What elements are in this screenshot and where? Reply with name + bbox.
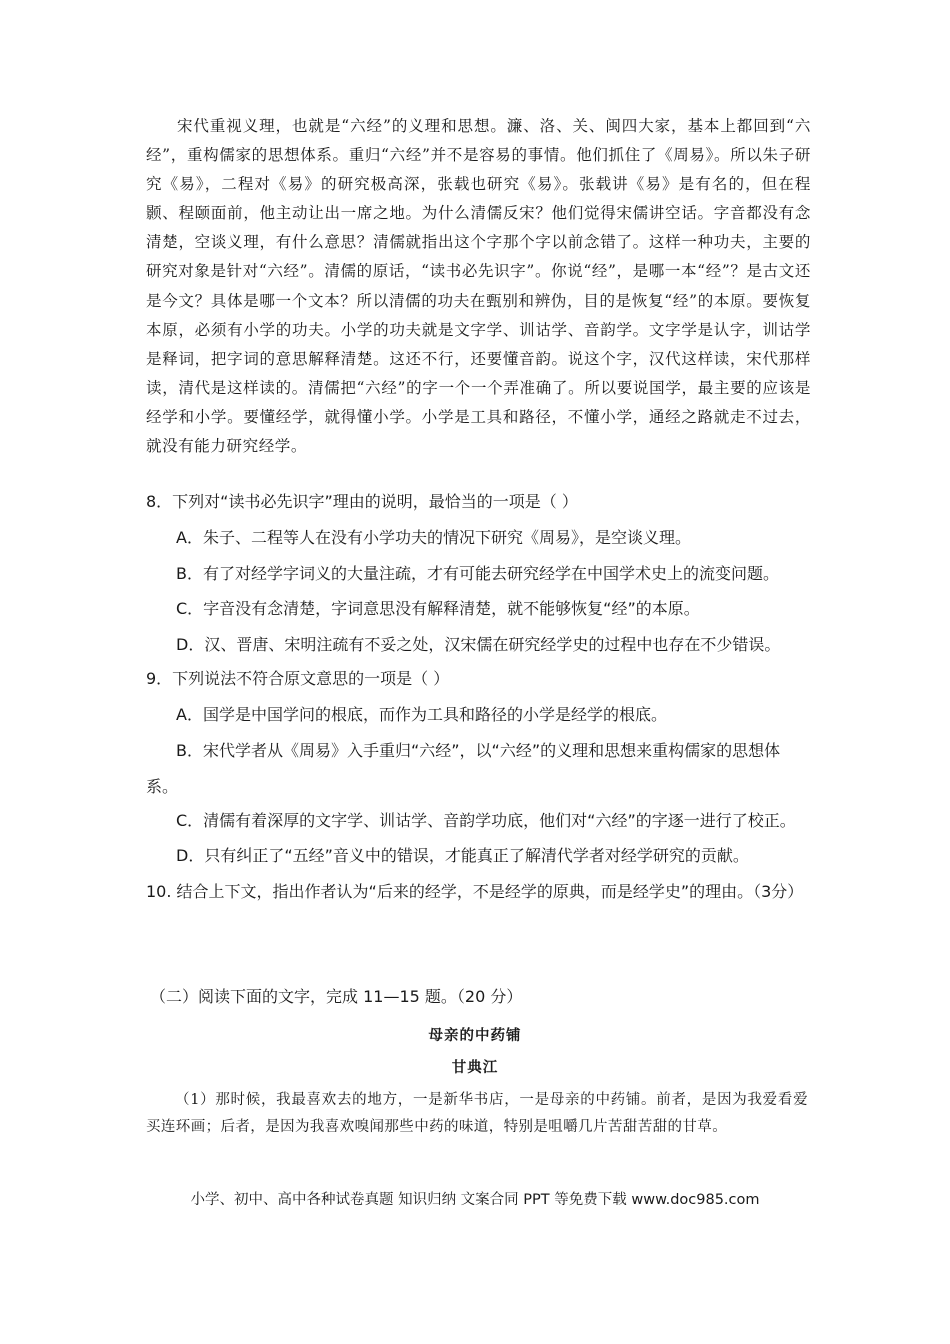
question-10: 10. 结合上下文，指出作者认为“后来的经学，不是经学的原典，而是经学史”的理由。（3分） xyxy=(146,882,804,901)
question-9-option-b-text: B．宋代学者从《周易》入手重归“六经”，以“六经”的义理和思想来重构儒家的思想体系。 xyxy=(146,741,781,796)
question-8-option-a: A．朱子、二程等人在没有小学功夫的情况下研究《周易》，是空谈义理。 xyxy=(176,528,691,547)
article-title: 母亲的中药铺 xyxy=(428,1027,522,1044)
question-9-option-c: C．清儒有着深厚的文字学、训诂学、音韵学功底，他们对“六经”的字逐一进行了校正。 xyxy=(176,811,796,830)
story-paragraph-1: （1）那时候，我最喜欢去的地方，一是新华书店，一是母亲的中药铺。前者，是因为我爱看爱买连环画；后者，是因为我喜欢嗅闻那些中药的味道，特别是咀嚼几片苦甜苦甜的甘草。 xyxy=(146,1092,808,1135)
question-9-stem: 9．下列说法不符合原文意思的一项是（ ） xyxy=(146,669,450,688)
question-9-option-a: A．国学是中国学问的根底，而作为工具和路径的小学是经学的根底。 xyxy=(176,705,667,724)
question-8-option-d: D．汉、晋唐、宋明注疏有不妥之处，汉宋儒在研究经学史的过程中也存在不少错误。 xyxy=(176,635,781,654)
question-8-option-c: C．字音没有念清楚，字词意思没有解释清楚，就不能够恢复“经”的本原。 xyxy=(176,599,700,618)
passage-paragraph: 宋代重视义理，也就是“六经”的义理和思想。濂、洛、关、闽四大家，基本上都回到“六经”，重构儒家的思想体系。重归“六经”并不是容易的事情。他们抓住了《周易》。所以朱子研究《易》，二程对《易》的研究极高深，张载也研究《易》。张载讲《易》是有名的，但在程颢、程颐面前，他主动让出一席之地。为什么清儒反宋？他们觉得宋儒讲空话。字音都没有念清楚，空谈义理，有什么意思？清儒就指出这个字那个字以前念错了。这样一种功夫，主要的研究对象是针对“六经”。清儒的原话，“读书必先识字”。你说“经”，是哪一本“经”？是古文还是今文？具体是哪一个文本？所以清儒的功夫在甄别和辨伪，目的是恢复“经”的本原。要恢复本原，必须有小学的功夫。小学的功夫就是文字学、训诂学、音韵学。文字学是认字，训诂学是释词，把字词的意思解释清楚。这还不行，还要懂音韵。说这个字，汉代这样读，宋代那样读，清代是这样读的。清儒把“六经”的字一个一个弄准确了。所以要说国学，最主要的应该是经学和小学。要懂经学，就得懂小学。小学是工具和路径，不懂小学，通经之路就走不过去，就没有能力研究经学。 xyxy=(146,117,811,456)
reading-passage xyxy=(146,112,811,461)
section-heading: （二）阅读下面的文字，完成 11—15 题。（20 分） xyxy=(150,987,523,1006)
question-8-option-b: B．有了对经学字词义的大量注疏，才有可能去研究经学在中国学术史上的流变问题。 xyxy=(176,564,779,583)
question-9-option-d: D．只有纠正了“五经”音义中的错误，才能真正了解清代学者对经学研究的贡献。 xyxy=(176,846,749,865)
footer-watermark: 小学、初中、高中各种试卷真题 知识归纳 文案合同 PPT 等免费下载 www.doc985.com xyxy=(190,1192,760,1208)
question-9-option-b xyxy=(146,733,812,805)
story-passage xyxy=(146,1087,808,1141)
question-8-stem: 8．下列对“读书必先识字”理由的说明，最恰当的一项是（ ） xyxy=(146,492,578,511)
article-author: 甘典江 xyxy=(451,1059,499,1076)
